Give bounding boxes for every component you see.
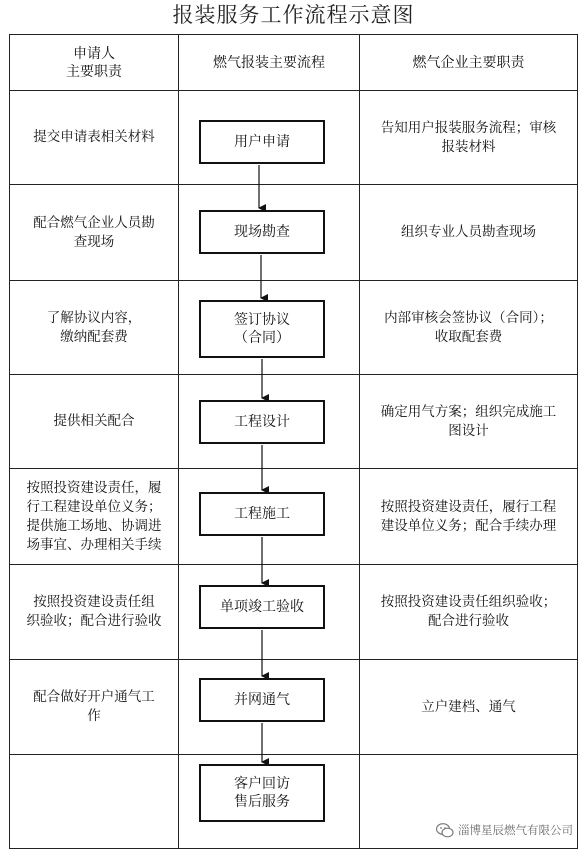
- step-box: 单项竣工验收: [199, 585, 325, 629]
- step-box: 工程施工: [199, 492, 325, 536]
- watermark-text: 淄博星辰燃气有限公司: [458, 823, 573, 837]
- company-duty: 确定用气方案；组织完成施工 图设计: [380, 403, 557, 439]
- header-company: 燃气企业主要职责: [412, 54, 525, 71]
- company-duty: 按照投资建设责任，履行工程 建设单位义务；配合手续办理: [380, 498, 557, 534]
- company-duty: 立户建档、通气: [421, 698, 516, 715]
- applicant-duty: 提交申请表相关材料: [33, 129, 155, 145]
- applicant-duty: 按照投资建设责任组 织验收；配合进行验收: [26, 594, 162, 629]
- company-duty: 按照投资建设责任组织验收； 配合进行验收: [380, 594, 557, 629]
- company-duty: 组织专业人员勘查现场: [401, 224, 536, 240]
- company-duty: 内部审核会签协议（合同）； 收取配套费: [384, 309, 553, 345]
- header-flow: 燃气报装主要流程: [213, 54, 325, 71]
- applicant-duty: 配合做好开户通气工 作: [33, 689, 155, 724]
- step-box: 现场勘查: [199, 210, 325, 254]
- watermark: [436, 822, 573, 838]
- step-box: 客户回访 售后服务: [199, 764, 325, 822]
- company-duty: 告知用户报装服务流程；审核 报装材料: [380, 119, 557, 155]
- applicant-duty: 提供相关配合: [53, 413, 135, 429]
- applicant-duty: 了解协议内容， 缴纳配套费: [46, 309, 142, 345]
- step-box: 并网通气: [199, 678, 325, 722]
- page-title: 报装服务工作流程示意图: [172, 3, 415, 27]
- step-box: 工程设计: [199, 400, 325, 444]
- flow-arrows: [9, 34, 578, 849]
- header-applicant: 申请人 主要职责: [66, 45, 122, 80]
- flow-table: [9, 34, 578, 849]
- step-box: 用户申请: [199, 120, 325, 164]
- applicant-duty: 配合燃气企业人员勘 查现场: [33, 214, 155, 250]
- applicant-duty: 按照投资建设责任，履 行工程建设单位义务； 提供施工场地、协调进 场事宜、办理相关手续: [26, 479, 162, 553]
- step-box: 签订协议 （合同）: [199, 300, 325, 358]
- wechat-icon: [436, 823, 454, 838]
